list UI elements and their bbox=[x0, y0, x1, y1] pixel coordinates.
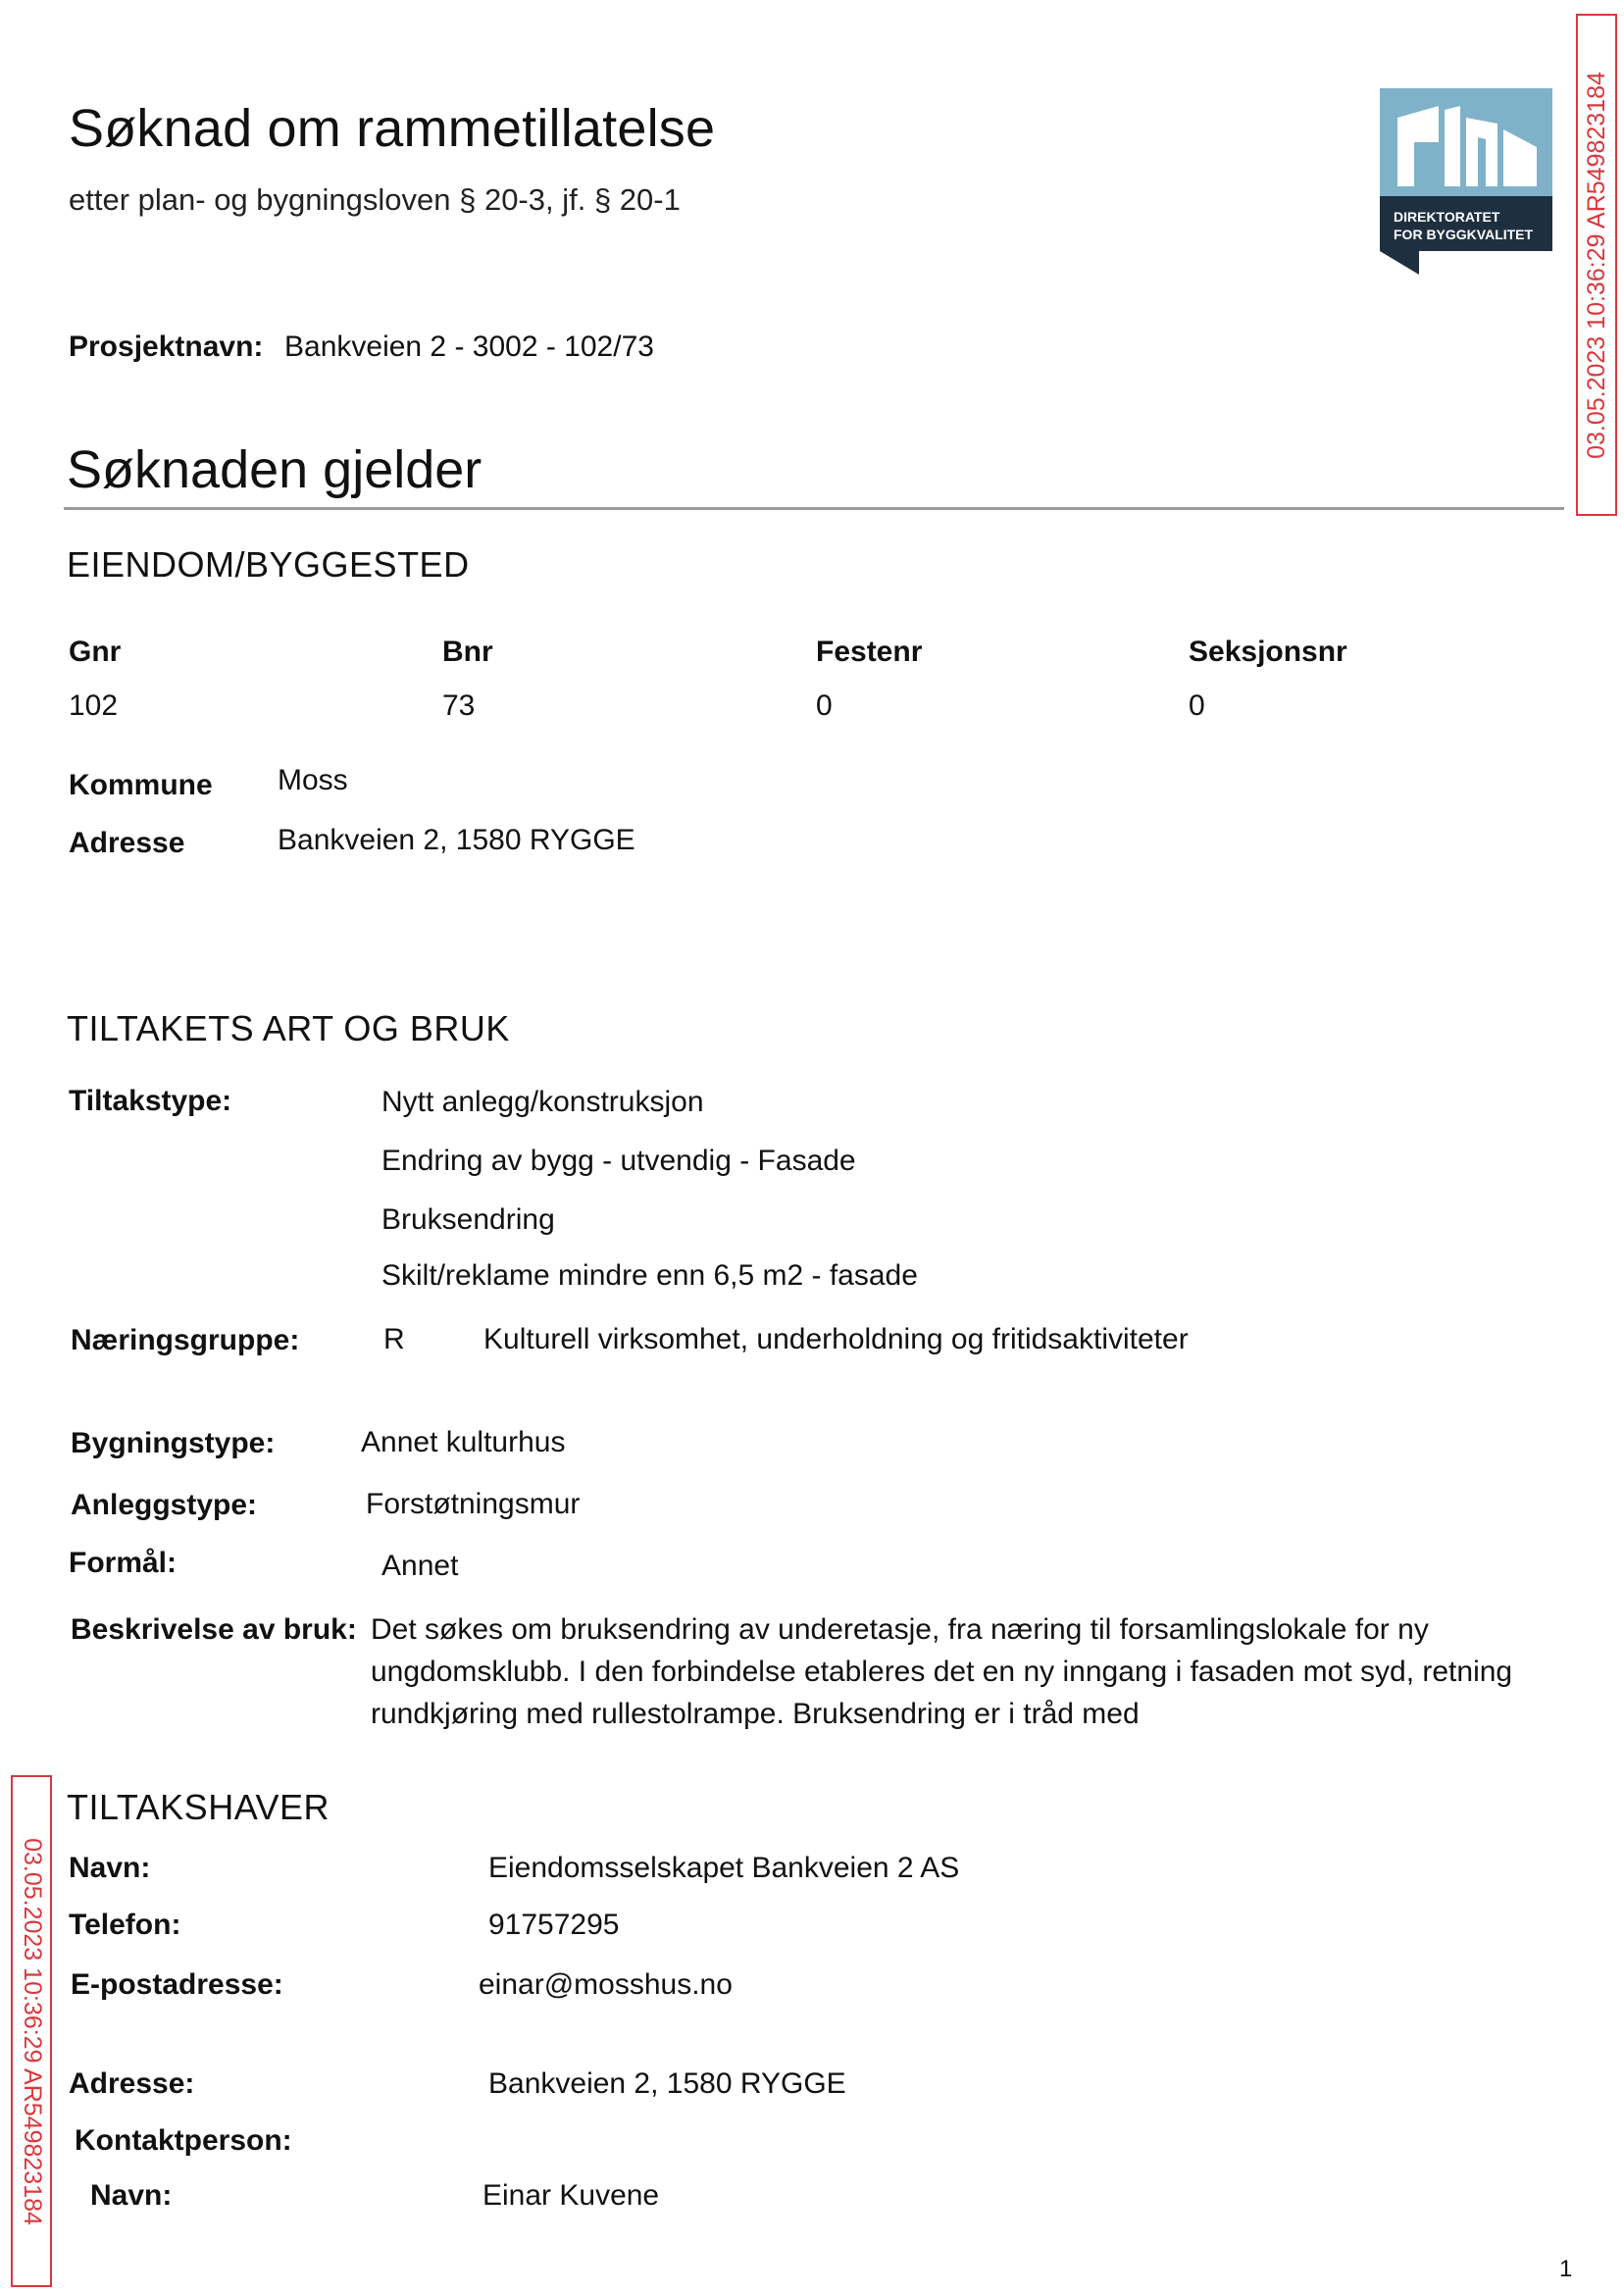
kontaktperson-label: Kontaktperson: bbox=[75, 2124, 292, 2157]
tiltakshaver-heading: TILTAKSHAVER bbox=[67, 1787, 330, 1827]
tiltakstype-item: Skilt/reklame mindre enn 6,5 m2 - fasade bbox=[381, 1259, 918, 1292]
naeringsgruppe-value: Kulturell virksomhet, underholdning og fritidsaktiviteter bbox=[483, 1323, 1189, 1355]
adresse-label: Adresse bbox=[69, 827, 185, 859]
tiltakstype-item: Bruksendring bbox=[381, 1203, 555, 1236]
dibk-logo-mark bbox=[1380, 88, 1552, 275]
date-stamp-bottom bbox=[11, 1775, 52, 2287]
kommune-label: Kommune bbox=[69, 769, 213, 801]
adresse-value: Bankveien 2, 1580 RYGGE bbox=[278, 824, 635, 856]
formal-value: Annet bbox=[381, 1550, 459, 1582]
kommune-value: Moss bbox=[278, 764, 348, 796]
anleggstype-label: Anleggstype: bbox=[71, 1489, 258, 1521]
stamp-text-bottom: 03.05.2023 10:36:29 AR549823184 bbox=[18, 1837, 46, 2225]
bnr-value: 73 bbox=[442, 689, 476, 722]
telefon-value: 91757295 bbox=[488, 1909, 620, 1941]
festenr-value: 0 bbox=[816, 689, 833, 722]
date-stamp-top bbox=[1576, 14, 1617, 516]
document-title: Søknad om rammetillatelse bbox=[69, 99, 716, 158]
tiltakshaver-adresse-label: Adresse: bbox=[69, 2067, 195, 2100]
project-value: Bankveien 2 - 3002 - 102/73 bbox=[284, 331, 654, 363]
stamp-text-top: 03.05.2023 10:36:29 AR549823184 bbox=[1582, 71, 1610, 459]
seksjonsnr-label: Seksjonsnr bbox=[1189, 636, 1347, 668]
section-divider bbox=[64, 507, 1564, 510]
eiendom-heading: EIENDOM/BYGGESTED bbox=[67, 544, 470, 585]
epost-value: einar@mosshus.no bbox=[479, 1968, 733, 2001]
kontakt-navn-label: Navn: bbox=[90, 2179, 173, 2212]
document-subtitle: etter plan- og bygningsloven § 20-3, jf. § 20-1 bbox=[69, 182, 681, 217]
tiltakstype-item: Nytt anlegg/konstruksjon bbox=[381, 1086, 704, 1118]
beskrivelse-label: Beskrivelse av bruk: bbox=[71, 1613, 357, 1646]
gnr-label: Gnr bbox=[69, 636, 122, 668]
epost-label: E-postadresse: bbox=[71, 1968, 283, 2001]
naeringsgruppe-code: R bbox=[383, 1323, 405, 1355]
logo-text-line2: FOR BYGGKVALITET bbox=[1394, 227, 1534, 242]
festenr-label: Festenr bbox=[816, 636, 923, 668]
tiltakstype-label: Tiltakstype: bbox=[69, 1085, 232, 1117]
navn-label: Navn: bbox=[69, 1852, 151, 1884]
gnr-value: 102 bbox=[69, 689, 119, 722]
project-label: Prosjektnavn: bbox=[69, 331, 264, 363]
dibk-logo bbox=[1380, 88, 1552, 275]
section-title: Søknaden gjelder bbox=[67, 440, 482, 499]
beskrivelse-value: Det søkes om bruksendring av underetasje, fra næring til forsamlingslokale for ny ungdomsklubb. I den forbindelse etableres det en ny inngang i fasaden mot syd, retning rundkjøring med rullestolrampe. Bruksendring er i tråd med bbox=[371, 1613, 1513, 1730]
formal-label: Formål: bbox=[69, 1547, 178, 1579]
naeringsgruppe-label: Næringsgruppe: bbox=[71, 1324, 300, 1356]
logo-text-line1: DIREKTORATET bbox=[1394, 209, 1500, 225]
tiltakstype-item: Endring av bygg - utvendig - Fasade bbox=[381, 1145, 856, 1177]
kontakt-navn-value: Einar Kuvene bbox=[482, 2179, 660, 2212]
navn-value: Eiendomsselskapet Bankveien 2 AS bbox=[488, 1852, 960, 1884]
anleggstype-value: Forstøtningsmur bbox=[366, 1488, 581, 1520]
bnr-label: Bnr bbox=[442, 636, 493, 668]
telefon-label: Telefon: bbox=[69, 1909, 181, 1941]
bygningstype-label: Bygningstype: bbox=[71, 1427, 276, 1459]
tiltakshaver-adresse-value: Bankveien 2, 1580 RYGGE bbox=[488, 2067, 846, 2100]
bygningstype-value: Annet kulturhus bbox=[361, 1426, 566, 1458]
page-number: 1 bbox=[1559, 2256, 1573, 2282]
tiltak-heading: TILTAKETS ART OG BRUK bbox=[67, 1008, 510, 1048]
seksjonsnr-value: 0 bbox=[1189, 689, 1205, 722]
